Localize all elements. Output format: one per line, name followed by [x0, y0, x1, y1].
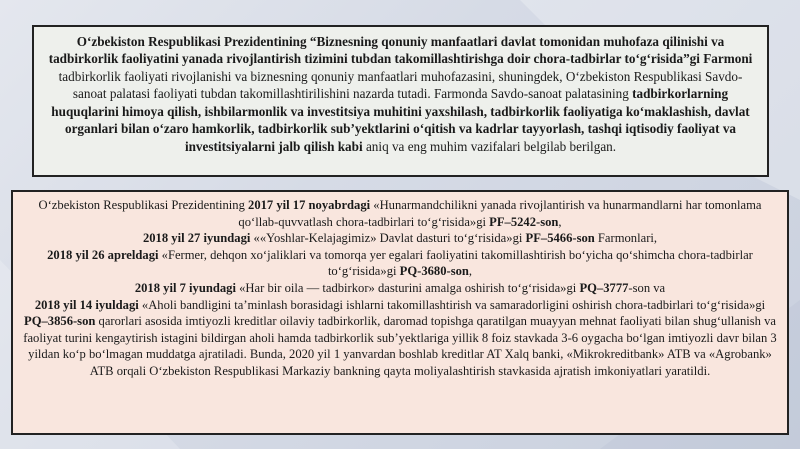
credit-decrees-text — [23, 197, 777, 380]
box2-segment: PQ-3680-son — [399, 264, 469, 279]
box2-segment: PF–5242-son — [489, 214, 559, 229]
box2-segment: «Aholi bandligini ta’minlash borasidagi ishlarni takomillashtirish va samaradorligini oshirish chora-tadbirlari to‘g‘risida»gi — [138, 297, 766, 312]
box2-segment: «Fermer, dehqon xo‘jaliklari va tomorqa yer egalari faoliyatini takomillashtirish bo‘yicha qo‘shimcha chora-tadbirlar to‘g‘risida»gi — [158, 247, 753, 279]
box2-segment: 2018 yil 27 iyundagi — [142, 231, 251, 246]
box2-segment: ««Yoshlar-Kelajagimiz» Davlat dasturi to‘g‘risida»gi — [250, 231, 526, 246]
box2-segment: PQ–3856-son — [24, 314, 96, 329]
box2-segment: Farmonlari, — [594, 231, 658, 246]
box2-segment: -son va — [628, 281, 666, 296]
box1-segment: tadbirkorlik faoliyati rivojlanishi va biznesning qonuniy manfaatlari muhofazasini, shuningdek, O‘zbekiston Respublikasi Savdo-sanoat palatasi faoliyati tubdan takomillashtirilishini nazarda tutadi. Farmonda Savdo-sanoat palatasining — [58, 68, 743, 102]
farmoni-summary-box — [32, 25, 769, 177]
box2-segment: PQ–3777 — [579, 281, 629, 296]
credit-decrees-box — [11, 190, 789, 435]
box2-segment: 2017 yil 17 noyabrdagi — [248, 198, 371, 212]
box1-segment: tadbirkorlarning huquqlarini himoya qilish, ishbilarmonlik va investitsiya muhitini yaxshilash, tadbirkorlik faoliyatiga ko‘maklashish, davlat organlari bilan o‘zaro hamkorlik, tadbirkorlik sub’yektlarini o‘qitish va kadrlar tayyorlash, tashqi iqtisodiy faoliyat va investitsiyalarni jalb qilish kabi — [51, 86, 750, 154]
farmoni-summary-text — [44, 33, 757, 155]
box2-segment: 2018 yil 14 iyuldagi — [34, 297, 139, 312]
box2-segment: «Hunarmandchilikni yanada rivojlantirish va hunarmandlarni har tomonlama qo‘llab-quvvatlash chora-tadbirlari to‘g‘risida»gi — [238, 198, 762, 229]
box2-segment: qarorlari asosida imtiyozli kreditlar oilaviy tadbirkorlik, daromad topishga qaratilgan muayyan mehnat faoliyati bilan shug‘ullanish va faoliyat turini kengaytirish istagini bildirgan aholi hamda tadbirkorlik sub’yektlariga yillik 8 foiz stavkada 3-6 oygacha bo‘lgan imtiyozli davr bilan 3 yildan ko‘p bo‘lmagan muddatga ajratiladi. Bunda, 2020 yil 1 yanvardan boshlab kreditlar AT Xalq banki, «Mikrokreditbank» ATB va «Agrobank» ATB orqali O‘zbekiston Respublikasi Markaziy bankning qayta moliyalashtirish stavkasida ajratish imkoniyatlari yaratildi. — [23, 314, 777, 379]
box2-segment: «Har bir oila — tadbirkor» dasturini amalga oshirish to‘g‘risida»gi — [235, 281, 580, 296]
box2-segment: O‘zbekiston Respublikasi Prezidentining — [38, 198, 249, 212]
box2-segment: 2018 yil 7 iyundagi — [134, 281, 236, 296]
box1-segment: aniq va eng muhim vazifalari belgilab berilgan. — [362, 138, 617, 154]
box1-segment: O‘zbekiston Respublikasi Prezidentining “Biznesning qonuniy manfaatlari davlat tomonidan muhofaza qilinishi va tadbirkorlik faoliyatini yanada rivojlantirish tizimini tubdan takomillashtirishga doir chora-tadbirlar to‘g‘risida”gi Farmoni — [48, 34, 753, 67]
box2-segment: 2018 yil 26 apreldagi — [47, 247, 159, 262]
box2-segment: PF–5466-son — [525, 231, 595, 246]
box2-segment: , — [468, 264, 473, 279]
box2-segment: , — [558, 214, 562, 229]
